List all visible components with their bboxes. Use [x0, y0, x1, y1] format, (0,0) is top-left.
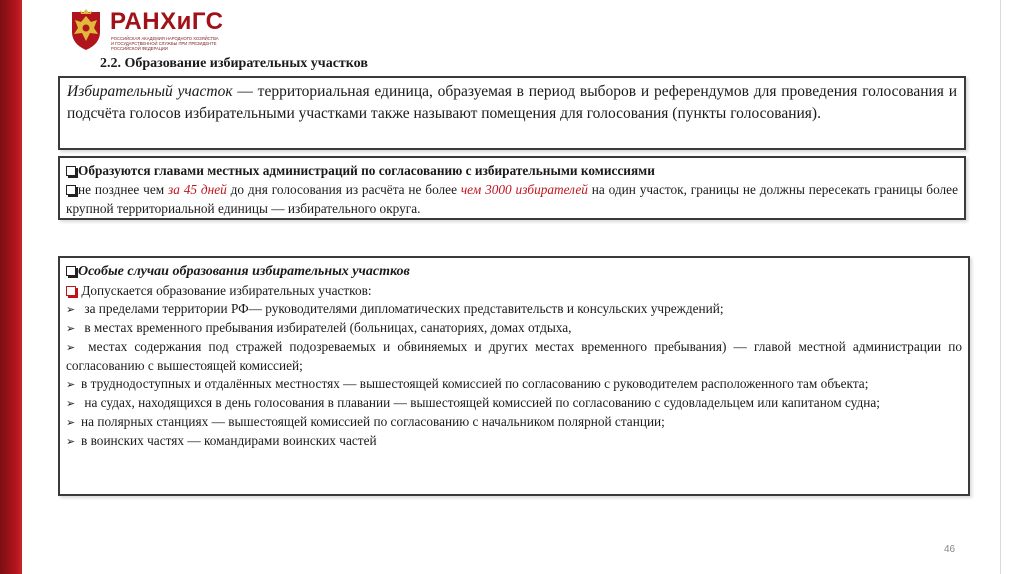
checkbox-bullet-icon — [66, 166, 76, 176]
arrow-bullet-icon: ➢ — [66, 379, 76, 391]
arrow-bullet-icon: ➢ — [66, 417, 76, 429]
section-title: 2.2. Образование избирательных участков — [100, 56, 368, 71]
arrow-bullet-icon: ➢ — [66, 342, 76, 354]
list-item — [66, 375, 962, 394]
list-item — [66, 338, 962, 375]
emblem-icon — [66, 8, 106, 52]
arrow-bullet-icon: ➢ — [66, 304, 76, 316]
formation-deadline: за 45 дней — [168, 182, 227, 197]
formation-limit: чем 3000 избирателей — [460, 182, 588, 197]
formation-rule — [66, 180, 958, 218]
formation-heading — [66, 161, 958, 180]
checkbox-bullet-icon — [66, 185, 76, 195]
list-item-text: в воинских частях — командирами воинских частей — [81, 433, 377, 448]
special-cases-box — [58, 256, 970, 496]
list-item-text: в труднодоступных и отдалённых местностях — вышестоящей комиссией по согласованию с руководителем расположенного там объекта; — [81, 376, 869, 391]
list-item-text: в местах временного пребывания избирателей (больницах, санаториях, домах отдыха, — [81, 320, 572, 335]
formation-text-1: не позднее чем — [78, 182, 169, 197]
definition-paragraph — [67, 81, 957, 125]
logo-title: РАНХиГС — [110, 8, 224, 35]
arrow-bullet-icon: ➢ — [66, 436, 76, 448]
logo-subtitle: РОССИЙСКАЯ АКАДЕМИЯ НАРОДНОГО ХОЗЯЙСТВА И ГОСУДАРСТВЕННОЙ СЛУЖБЫ ПРИ ПРЕЗИДЕНТЕ РОССИЙСКОЙ ФЕДЕРАЦИИ — [111, 36, 219, 51]
list-item — [66, 394, 962, 413]
formation-text-2: до дня голосования из расчёта не более — [226, 182, 461, 197]
checkbox-bullet-icon — [66, 286, 76, 296]
formation-text-3: на один участок, границы не должны пересекать границы более крупной территориальной единицы — избирательного округа. — [66, 182, 958, 216]
list-item — [66, 319, 962, 338]
list-item-text: на судах, находящихся в день голосования в плавании — вышестоящей комиссией по согласованию с судовладельцем или капитаном судна; — [81, 395, 880, 410]
logo — [66, 8, 224, 56]
definition-text: — территориальная единица, образуемая в период выборов и референдумов для проведения голосования и подсчёта голосов избирательными участками также называют помещения для голосования (пункты голосования). — [67, 83, 957, 122]
checkbox-bullet-icon — [66, 266, 76, 276]
special-heading — [66, 262, 962, 282]
special-intro-text: Допускается образование избирательных участков: — [81, 283, 372, 298]
list-item-text: на полярных станциях — вышестоящей комиссией по согласованию с начальником полярной станции; — [81, 414, 665, 429]
list-item-text: местах содержания под стражей подозреваемых и обвиняемых и других местах временного пребывания) — главой местной администрации по согласованию с вышестоящей комиссией; — [66, 339, 962, 373]
left-accent-bar — [0, 0, 22, 574]
definition-box — [58, 76, 966, 150]
definition-term: Избирательный участок — [67, 83, 233, 100]
list-item — [66, 300, 962, 319]
list-item — [66, 432, 962, 451]
page-number: 46 — [944, 544, 956, 555]
special-intro — [66, 282, 962, 300]
list-item-text: за пределами территории РФ— руководителями дипломатических представительств и консульских учреждений; — [81, 301, 724, 316]
formation-box — [58, 156, 966, 220]
list-item — [66, 413, 962, 432]
arrow-bullet-icon: ➢ — [66, 398, 76, 410]
formation-heading-text: Образуются главами местных администраций по согласованию с избирательными комиссиями — [78, 163, 655, 178]
right-divider — [1000, 0, 1001, 574]
arrow-bullet-icon: ➢ — [66, 323, 76, 335]
special-heading-text: Особые случаи образования избирательных участков — [78, 264, 410, 279]
